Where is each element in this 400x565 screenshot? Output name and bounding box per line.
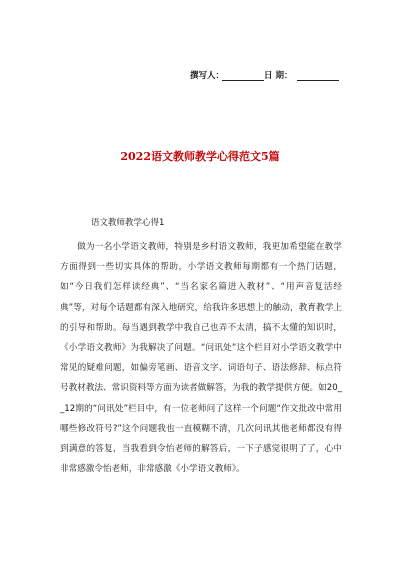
body-paragraph: 做为一名小学语文教师，特别是乡村语文教师，我更加希望能在教学方面得到一些切实具体的帮助，小学语文教师每期都有一个热门话题，如“今日我们怎样读经典”、“当名家名篇进入教材”、“用声音复活经典”等，对每个话题都有深入地研究，给我许多思想上的触动，教育教学上的引导和帮助。每当遇到教学中我自己也弄不太清，搞不太懂的知识时，《小学语文教师》为我解决了问题。“问讯处”这个栏目对小学语文教学中常见的疑难问题，如偏旁笔画、语音文字、词语句子、语法修辞、标点符号教材教法、常识资料等方面为读者做解答，为我的教学提供方便。如20__12期的“问讯处”栏目中，有一位老师问了这样一个问题“作文批改中常用哪些修改符号?”这个问题我也一直模糊不清，几次问讯其他老师都没有得到满意的答复，当我看到令怡老师的解答后，一下子感觉很明了了，心中非常感激令怡老师，非常感激《小学语文教师》。 [60, 242, 342, 475]
date-blank-line [297, 80, 339, 81]
author-label: 撰写人： [190, 71, 225, 81]
author-blank-line [222, 80, 264, 81]
date-label: 日 期： [264, 71, 293, 81]
section-heading: 语文教师教学心得1 [91, 218, 165, 228]
author-date-header [0, 68, 400, 84]
document-title: 2022语文教师教学心得范文5篇 [120, 150, 280, 163]
